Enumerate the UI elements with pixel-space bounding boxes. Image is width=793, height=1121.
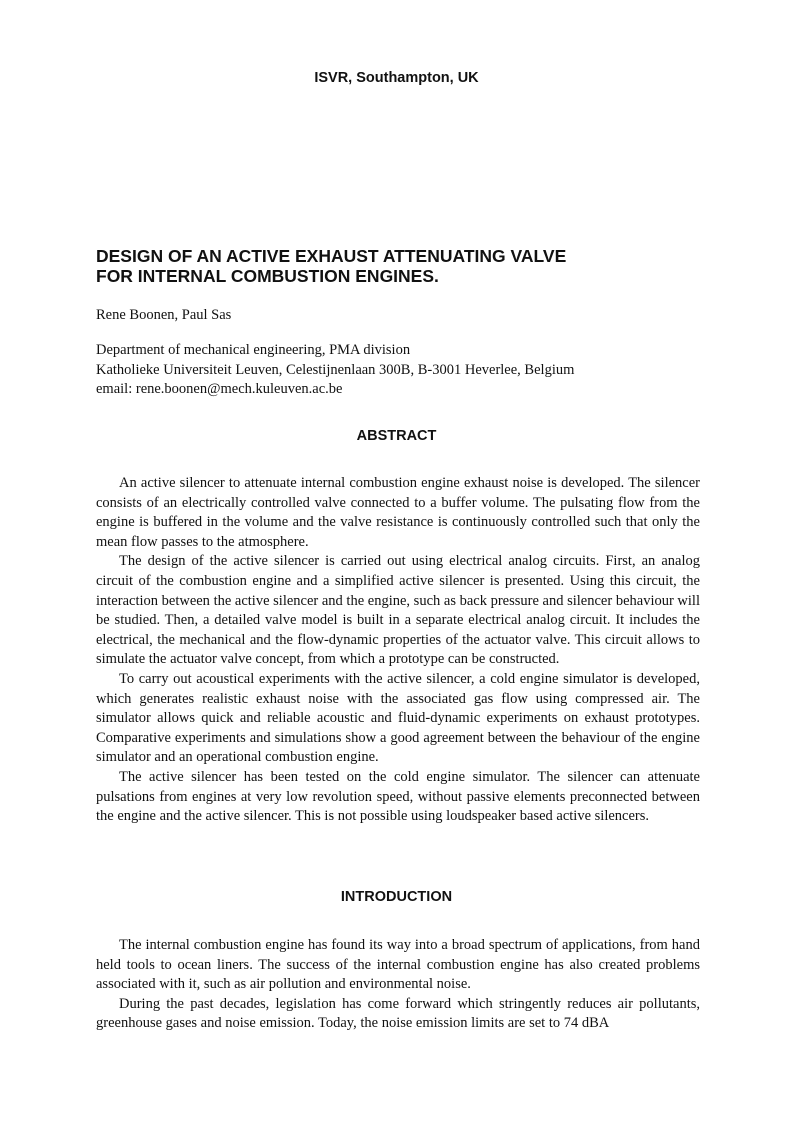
author-email: email: rene.boonen@mech.kuleuven.ac.be: [96, 381, 343, 397]
conference-header: ISVR, Southampton, UK: [314, 70, 479, 86]
abstract-heading: ABSTRACT: [356, 428, 437, 444]
introduction-heading: INTRODUCTION: [340, 889, 453, 905]
affiliation-address: Katholieke Universiteit Leuven, Celestijnenlaan 300B, B-3001 Heverlee, Belgium: [96, 361, 575, 378]
abstract-paragraph-1: An active silencer to attenuate internal combustion engine exhaust noise is developed. The silencer consists of an electrically controlled valve connected to a buffer volume. The pulsating flow from the engine is buffered in the volume and the valve resistance is continuously controlled such that only the mean flow passes to the atmosphere.: [96, 475, 700, 550]
affiliation-department: Department of mechanical engineering, PMA division: [96, 342, 411, 358]
introduction-paragraph-1: The internal combustion engine has found its way into a broad spectrum of applications, from hand held tools to ocean liners. The success of the internal combustion engine has also created problems associated with it, such as air pollution and environmental noise.: [96, 937, 700, 993]
title-line-1: DESIGN OF AN ACTIVE EXHAUST ATTENUATING VALVE: [96, 246, 567, 266]
affiliation-block: [96, 341, 574, 400]
introduction-paragraph-2: During the past decades, legislation has come forward which stringently reduces air pollutants, greenhouse gases and noise emission. Today, the noise emission limits are set to 74 dBA: [96, 995, 700, 1032]
abstract-paragraph-4: The active silencer has been tested on the cold engine simulator. The silencer can attenuate pulsations from engines at very low revolution speed, without passive elements preconnected between the engine and the active silencer. This is not possible using loudspeaker based active silencers.: [96, 768, 700, 825]
introduction-body: [96, 936, 700, 1034]
abstract-paragraph-2: The design of the active silencer is carried out using electrical analog circuits. First, an analog circuit of the combustion engine and a simplified active silencer is presented. Using this circuit, the interaction between the active silencer and the engine, such as back pressure and silencer behaviour will be studied. Then, a detailed valve model is built in a separate electrical analog circuit. It includes the electrical, the mechanical and the flow-dynamic properties of the actuator valve. This circuit allows to simulate the actuator valve concept, from which a prototype can be constructed.: [96, 553, 700, 668]
abstract-body: [96, 474, 700, 827]
title-line-2: FOR INTERNAL COMBUSTION ENGINES.: [96, 266, 439, 286]
authors: Rene Boonen, Paul Sas: [96, 307, 232, 323]
abstract-paragraph-3: To carry out acoustical experiments with the active silencer, a cold engine simulator is developed, which generates realistic exhaust noise with the associated gas flow using compressed air. The simulator allows quick and reliable acoustic and fluid-dynamic experiments on exhaust prototypes. Comparative experiments and simulations show a good agreement between the behaviour of the engine simulator and an operational combustion engine.: [96, 670, 700, 766]
paper-title: [96, 246, 716, 286]
